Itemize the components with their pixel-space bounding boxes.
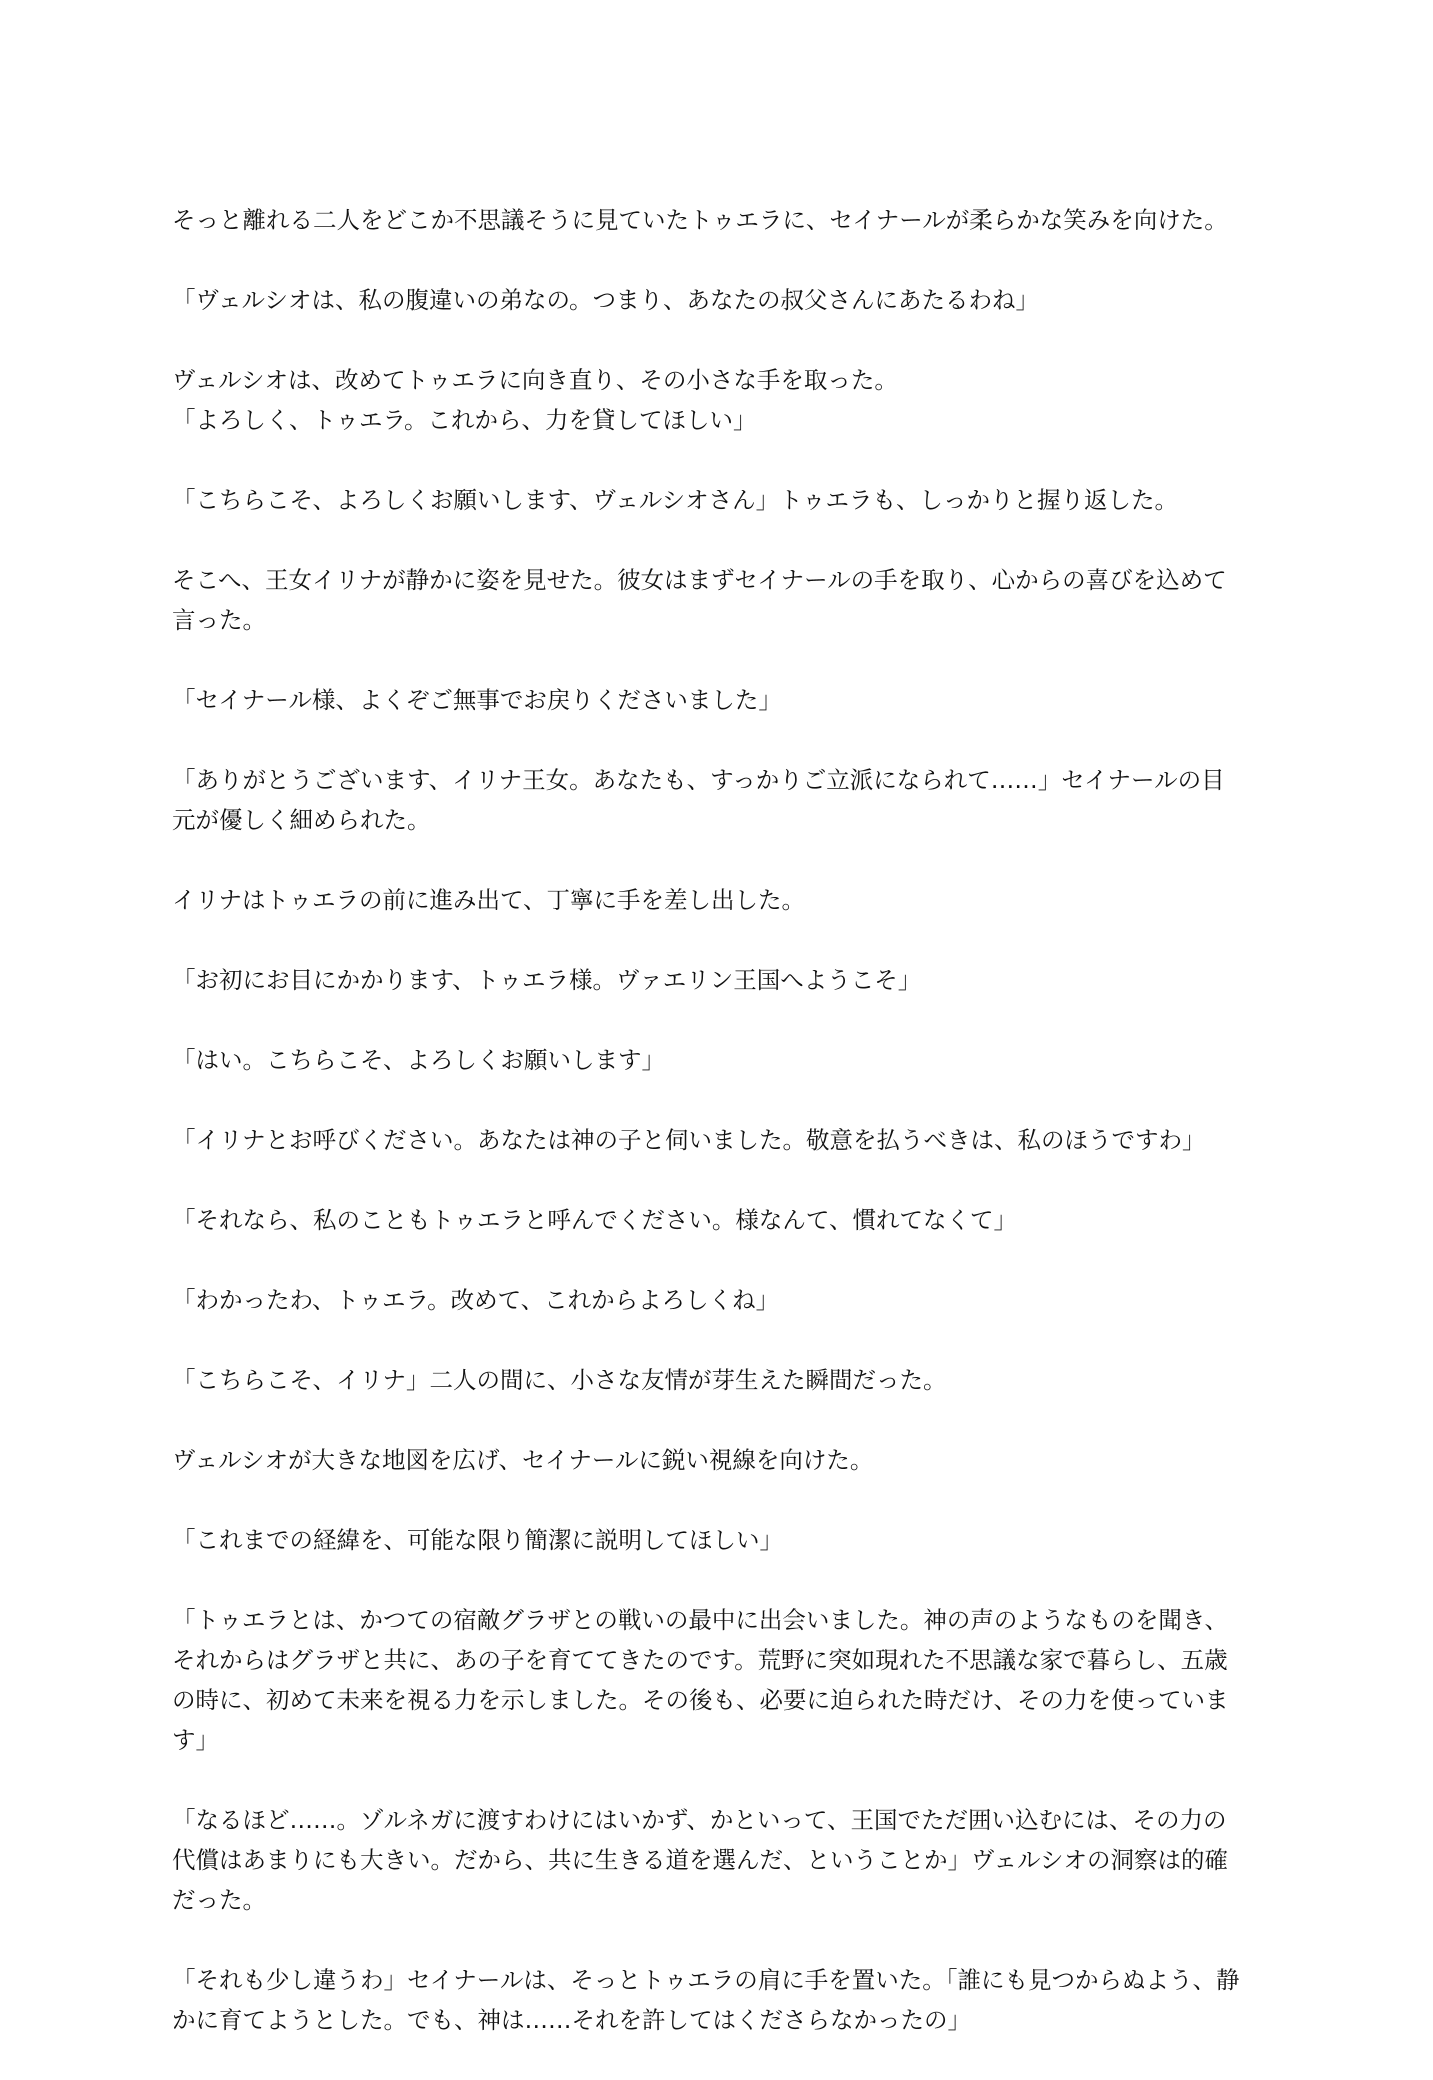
paragraph-14: 「わかったわ、トゥエラ。改めて、これからよろしくね」 [172, 1286, 780, 1314]
paragraph-3: ヴェルシオは、改めてトゥエラに向き直り、その小さな手を取った。 [172, 366, 898, 394]
paragraph-19: 「なるほど……。ゾルネガに渡すわけにはいかず、かといって、王国でただ囲い込むには、その力の代償はあまりにも大きい。だから、共に生きる道を選んだ、ということか」ヴェルシオの洞察は的確だった。 [172, 1806, 1228, 1914]
paragraph-15: 「こちらこそ、イリナ」二人の間に、小さな友情が芽生えた瞬間だった。 [172, 1366, 947, 1394]
paragraph-9: イリナはトゥエラの前に進み出て、丁寧に手を差し出した。 [172, 886, 805, 914]
paragraph-10: 「お初にお目にかかります、トゥエラ様。ヴァエリン王国へようこそ」 [172, 966, 922, 994]
paragraph-20: 「それも少し違うわ」セイナールは、そっとトゥエラの肩に手を置いた。「誰にも見つからぬよう、静かに育てようとした。でも、神は……それを許してはくださらなかったの」 [172, 1966, 1240, 2034]
paragraph-18: 「トゥエラとは、かつての宿敵グラザとの戦いの最中に出会いました。神の声のようなものを聞き、それからはグラザと共に、あの子を育ててきたのです。荒野に突如現れた不思議な家で暮らし、五歳の時に、初めて未来を視る力を示しました。その後も、必要に迫られた時だけ、その力を使っています」 [172, 1606, 1229, 1754]
paragraph-5: 「こちらこそ、よろしくお願いします、ヴェルシオさん」トゥエラも、しっかりと握り返した。 [172, 486, 1179, 514]
paragraph-16: ヴェルシオが大きな地図を広げ、セイナールに鋭い視線を向けた。 [172, 1446, 874, 1474]
paragraph-17: 「これまでの経緯を、可能な限り簡潔に説明してほしい」 [172, 1526, 783, 1554]
paragraph-2: 「ヴェルシオは、私の腹違いの弟なの。つまり、あなたの叔父さんにあたるわね」 [172, 286, 1040, 314]
paragraph-6: そこへ、王女イリナが静かに姿を見せた。彼女はまずセイナールの手を取り、心からの喜びを込めて言った。 [172, 566, 1227, 634]
paragraph-7: 「セイナール様、よくぞご無事でお戻りくださいました」 [172, 686, 782, 714]
paragraph-4: 「よろしく、トゥエラ。これから、力を貸してほしい」 [172, 406, 757, 434]
paragraph-12: 「イリナとお呼びください。あなたは神の子と伺いました。敬意を払うべきは、私のほうですわ」 [172, 1126, 1206, 1154]
paragraph-13: 「それなら、私のこともトゥエラと呼んでください。様なんて、慣れてなくて」 [172, 1206, 1017, 1234]
paragraph-1: そっと離れる二人をどこか不思議そうに見ていたトゥエラに、セイナールが柔らかな笑みを向けた。 [172, 206, 1228, 234]
paragraph-11: 「はい。こちらこそ、よろしくお願いします」 [172, 1046, 666, 1074]
story-text [172, 200, 1247, 2080]
paragraph-8: 「ありがとうございます、イリナ王女。あなたも、すっかりご立派になられて……」セイナールの目元が優しく細められた。 [172, 766, 1225, 834]
